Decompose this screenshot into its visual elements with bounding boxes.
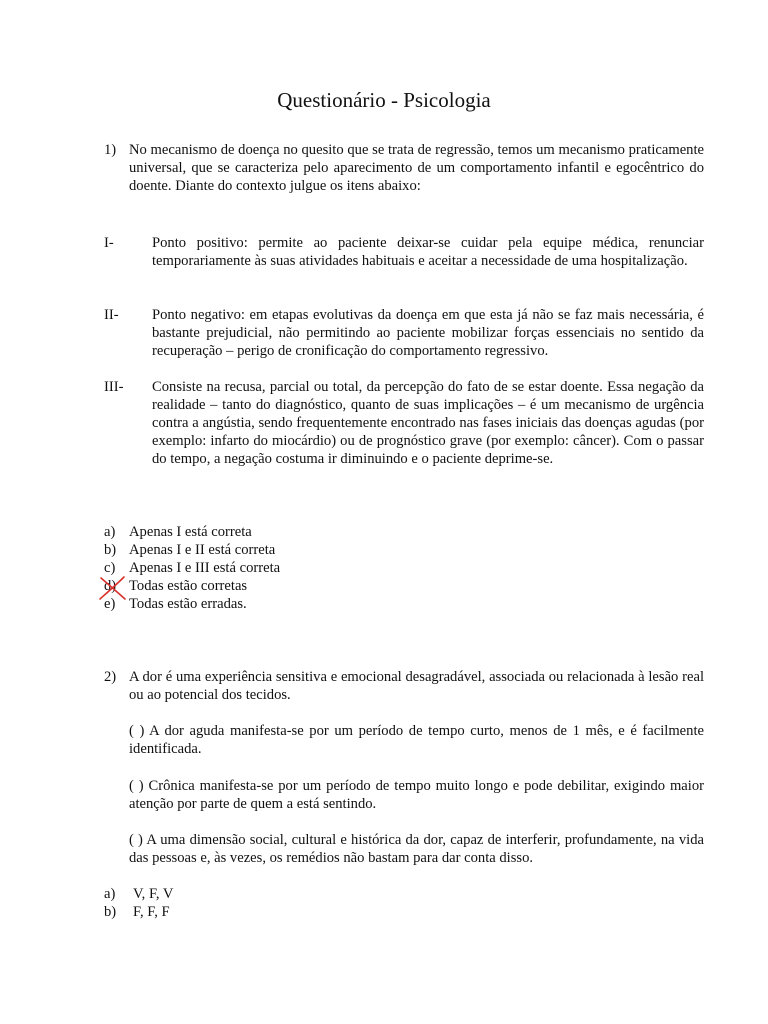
option-letter: b) [104, 542, 117, 558]
question-2 [104, 668, 704, 704]
option-text: V, F, V [133, 886, 174, 902]
option-text: F, F, F [133, 904, 170, 920]
answer-option-b[interactable] [104, 903, 704, 921]
answer-option-d[interactable] [104, 577, 704, 595]
item-text: Ponto negativo: em etapas evolutivas da doença em que esta já não se faz mais necessária, é bastante prejudicial, não permitindo ao paciente mobilizar forças essenciais no sentido da recuperação – perigo de cronificação do comportamento regressivo. [152, 307, 704, 359]
item-text: Ponto positivo: permite ao paciente deixar-se cuidar pela equipe médica, renunciar temporariamente às suas atividades habituais e aceitar a necessidade de uma hospitalização. [152, 235, 704, 269]
true-false-statement-3: ( ) A uma dimensão social, cultural e histórica da dor, capaz de interferir, profundamente, na vida das pessoas e, às vezes, os remédios não bastam para dar conta disso. [129, 832, 704, 866]
page-title: Questionário - Psicologia [277, 88, 491, 112]
option-text: Apenas I e III está correta [129, 560, 281, 576]
statement-item-iii [104, 378, 704, 468]
true-false-statement-1: ( ) A dor aguda manifesta-se por um período de tempo curto, menos de 1 mês, e é facilmente identificada. [129, 723, 704, 757]
answer-options-q2 [104, 885, 704, 921]
option-text: Apenas I está correta [129, 524, 252, 540]
item-label: I- [104, 235, 114, 251]
option-text: Apenas I e II está correta [129, 542, 276, 558]
answer-option-c[interactable] [104, 559, 704, 577]
answer-option-e[interactable] [104, 595, 704, 613]
answer-options-q1 [104, 523, 704, 613]
option-text: Todas estão erradas. [129, 596, 247, 612]
option-letter: a) [104, 886, 116, 902]
answer-option-a[interactable] [104, 523, 704, 541]
true-false-statement-2: ( ) Crônica manifesta-se por um período de tempo muito longo e pode debilitar, exigindo maior atenção por parte de quem a está sentindo. [129, 778, 704, 812]
statement-item-ii [104, 306, 704, 360]
option-text: Todas estão corretas [129, 578, 248, 594]
statement-item-i [104, 234, 704, 270]
option-letter: b) [104, 904, 117, 920]
answer-option-b[interactable] [104, 541, 704, 559]
question-text: No mecanismo de doença no quesito que se trata de regressão, temos um mecanismo praticamente universal, que se caracteriza pelo aparecimento de um comportamento infantil e egocêntrico do doente. Diante do contexto julgue os itens abaixo: [129, 142, 704, 194]
question-text: A dor é uma experiência sensitiva e emocional desagradável, associada ou relacionada à lesão real ou ao potencial dos tecidos. [129, 669, 704, 703]
option-letter: a) [104, 524, 116, 540]
question-number: 2) [104, 669, 117, 685]
item-label: II- [104, 307, 119, 323]
question-number: 1) [104, 142, 117, 158]
item-text: Consiste na recusa, parcial ou total, da percepção do fato de se estar doente. Essa negação da realidade – tanto do diagnóstico, quanto de suas implicações – é um mecanismo de urgência contra a angústia, sendo frequentemente encontrado nas fases iniciais das doenças agudas (por exemplo: infarto do miocárdio) ou de prognóstico grave (por exemplo: câncer). Com o passar do tempo, a negação costuma ir diminuindo e o paciente deprime-se. [152, 379, 704, 467]
option-letter: e) [104, 596, 116, 612]
answer-option-a[interactable] [104, 885, 704, 903]
option-letter: d) [104, 578, 117, 594]
option-letter: c) [104, 560, 116, 576]
item-label: III- [104, 379, 124, 395]
question-1 [104, 141, 704, 195]
